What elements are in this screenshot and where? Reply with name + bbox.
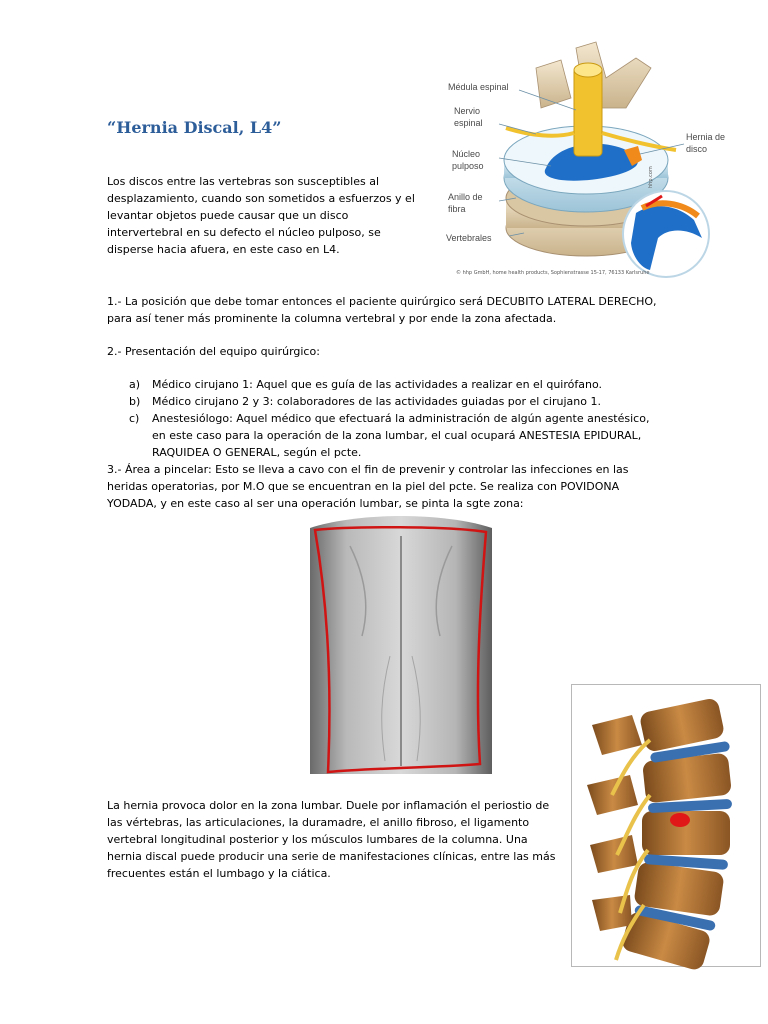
list-item: [107, 376, 667, 393]
label-nucleo-1: Núcleo: [452, 149, 481, 159]
list-marker: c): [129, 412, 140, 425]
paragraph-team-heading: 2.- Presentación del equipo quirúrgico:: [107, 345, 320, 358]
paragraph-area: 3.- Área a pincelar: Esto se lleva a cavo con el fin de prevenir y controlar las infecciones en las heridas operatorias, por M.O que se encuentran en la piel del pcte. Se realiza con POVIDONA YODADA, y en este caso al ser una operación lumbar, se pinta la sgte zona:: [107, 463, 629, 510]
figure-caption: © hhp GmbH, home health products, Sophienstrasse 15-17, 76133 Karlsruhe: [456, 270, 650, 276]
list-item-text: Médico cirujano 1: Aquel que es guía de las actividades a realizar en el quirófano.: [152, 378, 602, 391]
document-title: “Hernia Discal, L4”: [107, 118, 282, 137]
label-anillo-2: fibra: [448, 204, 466, 214]
list-item-text: Anestesiólogo: Aquel médico que efectuará la administración de algún agente anestésico, en este caso para la operación de la zona lumbar, el cual ocupará ANESTESIA EPIDURAL, RAQUIDEA O GENERAL, según el pcte.: [152, 412, 650, 459]
label-hernia-1: Hernia de: [686, 132, 726, 142]
label-anillo-1: Anillo de: [448, 192, 483, 202]
list-item: [107, 410, 667, 461]
surgical-team-list: [107, 376, 667, 461]
figure-side-text: hhp.com: [648, 166, 654, 188]
label-medula-espinal: Médula espinal: [448, 82, 509, 92]
lumbar-spine-illustration: [571, 684, 761, 967]
intro-paragraph: Los discos entre las vertebras son susceptibles al desplazamiento, cuando son sometidos a esfuerzos y el levantar objetos puede causar que un disco intervertebral en su defecto el núcleo pulposo, se disperse hacia afuera, en este caso en L4.: [107, 175, 415, 256]
label-nervio-2: espinal: [454, 118, 483, 128]
label-hernia-2: disco: [686, 144, 708, 154]
label-nervio-1: Nervio: [454, 106, 481, 116]
list-item: [107, 393, 667, 410]
list-marker: a): [129, 378, 141, 391]
list-item-text: Médico cirujano 2 y 3: colaboradores de las actividades guiadas por el cirujano 1.: [152, 395, 601, 408]
herniated-disc-illustration: [436, 38, 726, 281]
paragraph-position: 1.- La posición que debe tomar entonces el paciente quirúrgico será DECUBITO LATERAL DERECHO, para así tener más prominente la columna vertebral y por ende la zona afectada.: [107, 295, 657, 325]
list-marker: b): [129, 395, 141, 408]
label-nucleo-2: pulposo: [452, 161, 484, 171]
paragraph-symptoms: La hernia provoca dolor en la zona lumbar. Duele por inflamación el periostio de las vértebras, las articulaciones, la duramadre, el anillo fibroso, el ligamento vertebral longitudinal posterior y los músculos lumbares de la columna. Una hernia discal puede producir una serie de manifestaciones clínicas, entre las más frecuentes están el lumbago y la ciática.: [107, 799, 556, 880]
label-vertebrales: Vertebrales: [446, 233, 492, 243]
back-area-photo: [310, 516, 492, 774]
